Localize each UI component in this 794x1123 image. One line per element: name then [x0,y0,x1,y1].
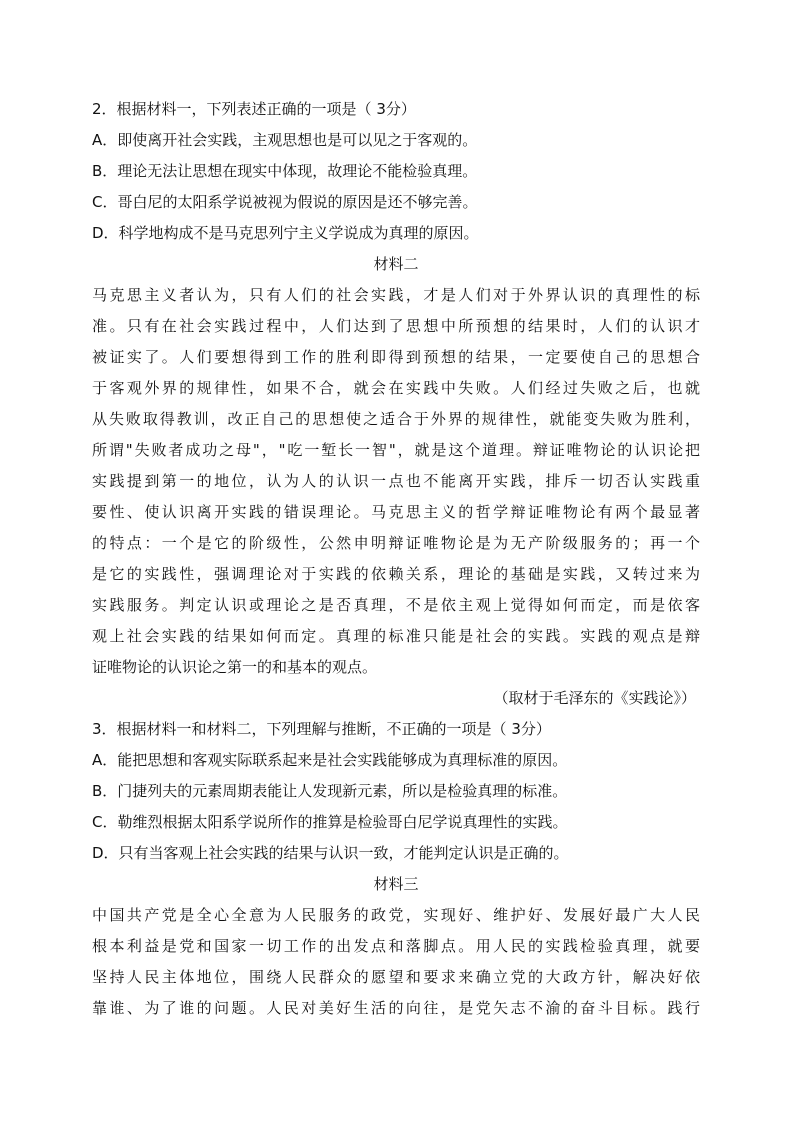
question-2-option-a: A．即使离开社会实践，主观思想也是可以见之于客观的。 [92,131,478,149]
material-2-source: （取材于毛泽东的《实践论》） [493,689,696,707]
material-2-line: 实践服务。判定认识或理论之是否真理，不是依主观上觉得如何而定，而是依客 [92,596,700,614]
material-2 [92,249,700,714]
question-3-option-d: D．只有当客观上社会实践的结果与认识一致，才能判定认识是正确的。 [92,844,569,862]
material-2-line: 于客观外界的规律性，如果不合，就会在实践中失败。人们经过失败之后，也就 [92,379,700,397]
material-2-heading: 材料二 [373,255,419,273]
question-2-option-b: B．理论无法让思想在现实中体现，故理论不能检验真理。 [92,162,478,180]
material-3 [92,869,700,1024]
question-3-option-a: A．能把思想和客观实际联系起来是社会实践能够成为真理标准的原因。 [92,751,568,769]
material-2-line: 证唯物论的认识论之第一的和基本的观点。 [92,658,378,676]
material-3-heading: 材料三 [373,875,419,893]
question-2-option-c: C．哥白尼的太阳系学说被视为假说的原因是还不够完善。 [92,193,478,211]
question-3-option-b: B．门捷列夫的元素周期表能让人发现新元素，所以是检验真理的标准。 [92,782,568,800]
material-3-line: 中国共产党是全心全意为人民服务的政党，实现好、维护好、发展好最广大人民 [92,906,700,924]
material-2-line: 的特点：一个是它的阶级性，公然申明辩证唯物论是为无产阶级服务的；再一个 [92,534,700,552]
material-2-line: 马克思主义者认为，只有人们的社会实践，才是人们对于外界认识的真理性的标 [92,286,700,304]
material-2-line: 被证实了。人们要想得到工作的胜利即得到预想的结果，一定要使自己的思想合 [92,348,700,366]
material-3-line: 坚持人民主体地位，围绕人民群众的愿望和要求来确立党的大政方针，解决好依 [92,968,700,986]
material-2-line: 是它的实践性，强调理论对于实践的依赖关系，理论的基础是实践，又转过来为 [92,565,700,583]
question-2-stem: 2．根据材料一，下列表述正确的一项是（ 3分） [92,100,416,118]
material-2-line: 观上社会实践的结果如何而定。真理的标准只能是社会的实践。实践的观点是辩 [92,627,700,645]
question-2-option-d: D．科学地构成不是马克思列宁主义学说成为真理的原因。 [92,224,479,242]
question-2 [92,94,700,249]
document-page [92,94,700,1024]
question-3-option-c: C．勒维烈根据太阳系学说所作的推算是检验哥白尼学说真理性的实践。 [92,813,568,831]
material-3-line: 靠谁、为了谁的问题。人民对美好生活的向往，是党矢志不渝的奋斗目标。践行 [92,999,700,1017]
question-3-stem: 3．根据材料一和材料二，下列理解与推断，不正确的一项是（ 3分） [92,720,551,738]
material-2-line: 要性、使认识离开实践的错误理论。马克思主义的哲学辩证唯物论有两个最显著 [92,503,700,521]
material-2-line: 从失败取得教训，改正自己的思想使之适合于外界的规律性，就能变失败为胜利， [92,410,700,428]
material-2-line: 准。只有在社会实践过程中，人们达到了思想中所预想的结果时，人们的认识才 [92,317,700,335]
question-3 [92,714,700,869]
material-3-line: 根本利益是党和国家一切工作的出发点和落脚点。用人民的实践检验真理，就要 [92,937,700,955]
material-2-line: 实践提到第一的地位，认为人的认识一点也不能离开实践，排斥一切否认实践重 [92,472,700,490]
material-2-line: 所谓"失败者成功之母"，"吃一堑长一智"，就是这个道理。辩证唯物论的认识论把 [92,441,700,459]
